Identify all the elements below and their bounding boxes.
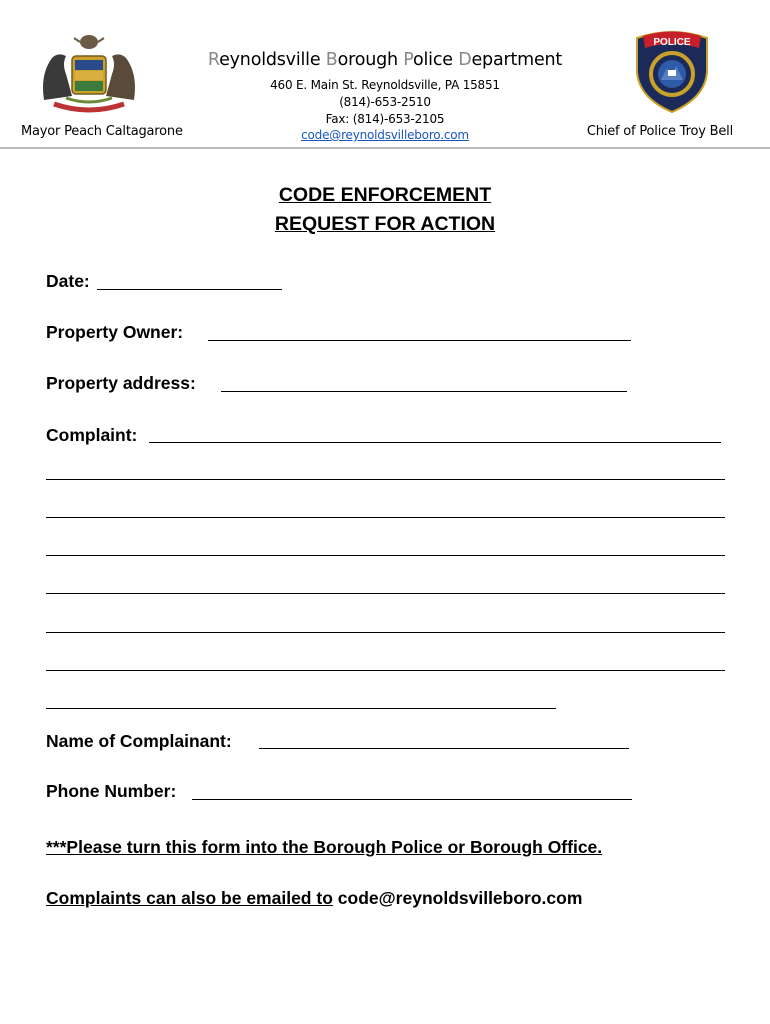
department-name-text: Reynoldsville Borough Police Department: [207, 50, 563, 70]
complaint-line[interactable]: [46, 517, 725, 518]
phone-number-field[interactable]: [192, 799, 632, 800]
email-notice: [46, 888, 582, 909]
property-owner-field[interactable]: [208, 340, 631, 341]
form-subtitle: REQUEST FOR ACTION: [274, 213, 496, 235]
property-address-field[interactable]: [221, 391, 627, 392]
email-notice-address[interactable]: code@reynoldsvilleboro.com: [337, 888, 583, 908]
complaint-line[interactable]: [46, 632, 725, 633]
complaint-field-line[interactable]: [149, 442, 721, 443]
department-phone: (814)-653-2510: [339, 95, 431, 109]
complaint-line[interactable]: [46, 479, 725, 480]
form-title: CODE ENFORCEMENT: [278, 184, 492, 206]
letterhead: [0, 0, 770, 150]
property-owner-label: Property Owner:: [46, 322, 184, 342]
chief-name: Chief of Police Troy Bell: [586, 124, 733, 139]
complaint-line[interactable]: [46, 670, 725, 671]
complaint-line[interactable]: [46, 555, 725, 556]
date-label: Date:: [46, 271, 90, 291]
complaint-line[interactable]: [46, 593, 725, 594]
submission-notice: ***Please turn this form into the Borough Police or Borough Office.: [46, 837, 603, 857]
phone-number-label: Phone Number:: [46, 781, 177, 801]
complaint-label: Complaint:: [46, 425, 138, 445]
property-address-label: Property address:: [46, 373, 196, 393]
email-notice-prefix: Complaints can also be emailed to: [46, 888, 333, 908]
mayor-name: Mayor Peach Caltagarone: [21, 124, 183, 139]
department-fax: Fax: (814)-653-2105: [325, 112, 445, 126]
complainant-name-field[interactable]: [259, 748, 629, 749]
complainant-name-label: Name of Complainant:: [46, 731, 232, 751]
header-divider: [0, 147, 770, 149]
department-email-link[interactable]: code@reynoldsvilleboro.com: [301, 128, 469, 142]
badge-police-text: POLICE: [653, 37, 691, 48]
date-field[interactable]: [97, 289, 282, 290]
police-badge-icon: [633, 28, 711, 114]
complaint-line[interactable]: [46, 708, 556, 709]
department-address: 460 E. Main St. Reynoldsville, PA 15851: [270, 78, 500, 92]
